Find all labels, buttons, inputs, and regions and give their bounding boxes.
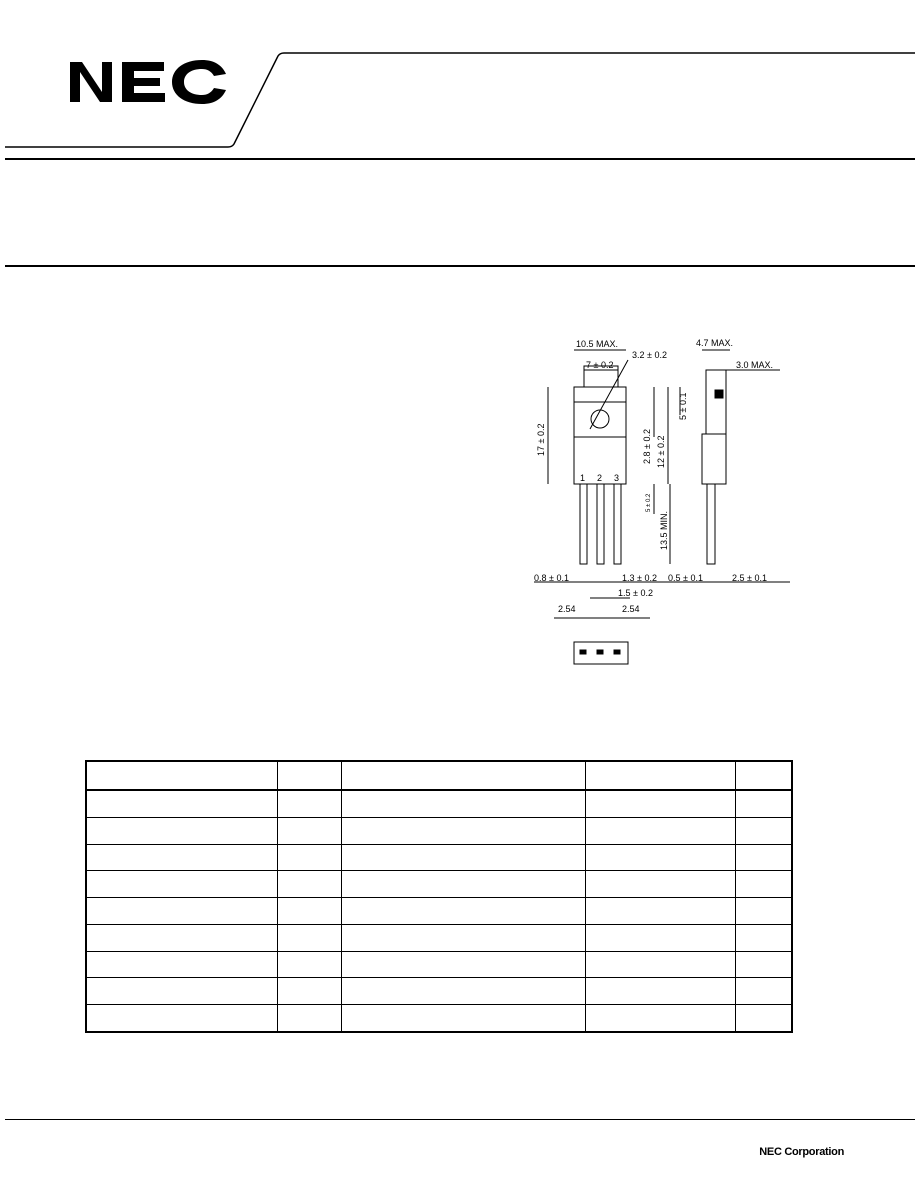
dim-lead-length-min: 13.5 MIN. (659, 510, 669, 550)
dim-pitch-right: 2.54 (622, 604, 640, 614)
dim-lead-shoulder: 5 ± 0.2 (646, 493, 652, 512)
table-row (86, 817, 792, 844)
dim-lead-width: 0.8 ± 0.1 (534, 573, 569, 583)
dim-width-max: 10.5 MAX. (576, 339, 619, 349)
footer-rule (5, 1119, 915, 1120)
table-header-row (86, 761, 792, 790)
company-name: NEC Corporation (759, 1146, 844, 1158)
pin-1-label: 1 (580, 473, 586, 483)
dim-tab-height: 5 ± 0.1 (678, 392, 688, 420)
table-row (86, 951, 792, 978)
dim-tab-width: 7 ± 0.2 (586, 360, 614, 370)
table-row (86, 844, 792, 871)
table-row (86, 924, 792, 951)
dim-height: 17 ± 0.2 (536, 423, 546, 456)
dim-lead-thickness: 0.5 ± 0.1 (668, 573, 703, 583)
package-drawing (530, 330, 800, 680)
pin-3-label: 3 (614, 473, 620, 483)
dim-pitch-left: 2.54 (558, 604, 576, 614)
table-row (86, 1005, 792, 1032)
table-row (86, 871, 792, 898)
dim-body-height: 12 ± 0.2 (656, 435, 666, 468)
table-row (86, 790, 792, 817)
table-row (86, 978, 792, 1005)
pin-2-label: 2 (597, 473, 603, 483)
dim-tab-depth-max: 3.0 MAX. (736, 360, 774, 370)
header-rule (5, 158, 915, 160)
header-frame (0, 48, 918, 158)
dim-lead-pitch-gap: 1.5 ± 0.2 (618, 588, 653, 598)
dim-depth-max: 4.7 MAX. (696, 338, 734, 348)
dim-hole-dia: 3.2 ± 0.2 (632, 350, 667, 360)
table-row (86, 898, 792, 925)
title-rule (5, 265, 915, 267)
dim-side-thickness: 2.5 ± 0.1 (732, 573, 767, 583)
ratings-table (85, 760, 793, 1033)
dim-hole-offset: 2.8 ± 0.2 (642, 429, 652, 464)
dim-lead-thickness-pin: 1.3 ± 0.2 (622, 573, 657, 583)
